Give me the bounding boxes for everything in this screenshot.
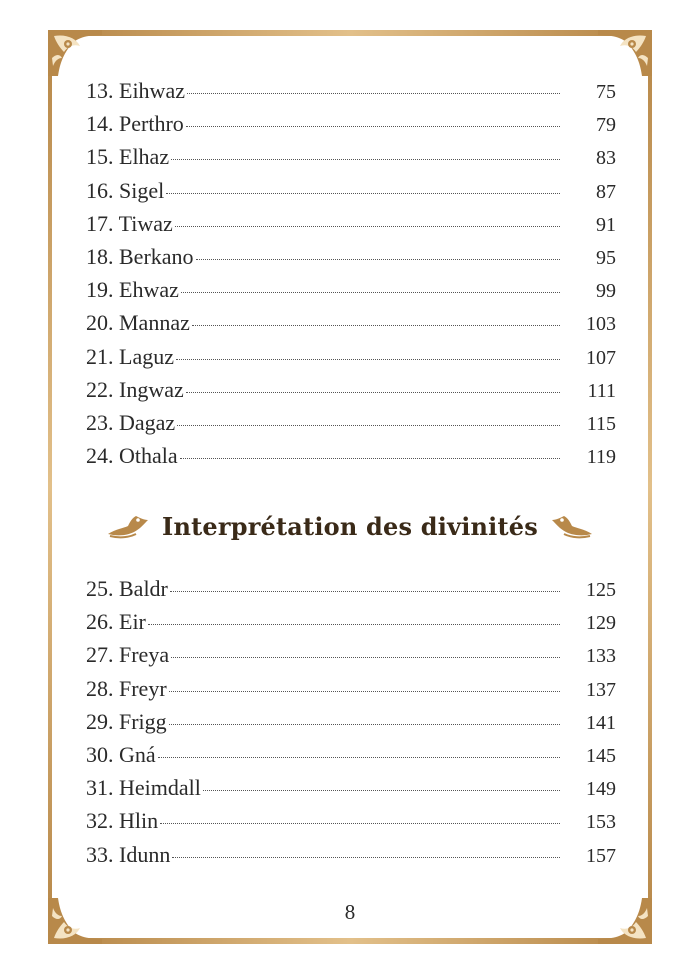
ornamental-corner-icon	[596, 28, 654, 78]
toc-entry-title: 16. Sigel	[86, 177, 165, 203]
toc-entry[interactable]	[86, 207, 616, 240]
frame-top-border	[74, 30, 626, 36]
dot-leader	[148, 624, 560, 625]
dot-leader	[181, 292, 560, 293]
toc-entry-title: 24. Othala	[86, 443, 178, 469]
toc-entry-page: 103	[586, 313, 616, 336]
frame-bottom-border	[74, 938, 626, 944]
toc-entry-page: 95	[596, 246, 616, 269]
toc-entry[interactable]	[86, 605, 616, 638]
toc-entry-title: 31. Heimdall	[86, 775, 201, 801]
toc-entry-title: 26. Eir	[86, 609, 146, 635]
dragon-head-ornament-icon	[550, 512, 594, 540]
toc-entry[interactable]	[86, 273, 616, 306]
toc-entry[interactable]	[86, 638, 616, 671]
toc-entry[interactable]	[86, 240, 616, 273]
toc-entry-page: 79	[596, 114, 616, 137]
toc-entry[interactable]	[86, 804, 616, 837]
toc-entry-page: 115	[586, 412, 616, 435]
toc-list-divinities	[86, 572, 616, 871]
toc-entry-page: 145	[586, 744, 616, 767]
dot-leader	[171, 159, 560, 160]
dot-leader	[203, 790, 560, 791]
dot-leader	[176, 359, 560, 360]
toc-entry[interactable]	[86, 838, 616, 871]
toc-entry-title: 22. Ingwaz	[86, 376, 184, 402]
toc-entry-title: 17. Tiwaz	[86, 210, 173, 236]
toc-entry[interactable]	[86, 738, 616, 771]
toc-entry-page: 141	[586, 711, 616, 734]
dot-leader	[186, 126, 560, 127]
toc-entry-page: 99	[596, 280, 616, 303]
dot-leader	[196, 259, 560, 260]
dot-leader	[192, 325, 560, 326]
toc-entry-page: 129	[586, 612, 616, 635]
toc-entry-page: 75	[596, 81, 616, 103]
section-heading	[0, 504, 700, 548]
toc-entry-title: 25. Baldr	[86, 576, 168, 601]
frame-left-border	[48, 56, 52, 918]
toc-entry-page: 119	[586, 446, 616, 469]
dot-leader	[166, 193, 560, 194]
ornamental-corner-icon	[46, 28, 104, 78]
toc-list-runes	[86, 74, 616, 472]
toc-entry-page: 107	[586, 346, 616, 369]
toc-entry-page: 91	[596, 213, 616, 236]
toc-entry-title: 33. Idunn	[86, 841, 171, 867]
toc-entry-title: 27. Freya	[86, 642, 170, 668]
toc-entry-page: 157	[586, 844, 616, 867]
toc-entry-title: 21. Laguz	[86, 343, 174, 369]
toc-entry-title: 13. Eihwaz	[86, 78, 185, 103]
dot-leader	[172, 857, 560, 858]
toc-entry[interactable]	[86, 306, 616, 339]
dot-leader	[187, 93, 560, 94]
dot-leader	[169, 691, 560, 692]
toc-entry-title: 28. Freyr	[86, 675, 167, 701]
toc-entry-title: 18. Berkano	[86, 243, 194, 269]
toc-entry[interactable]	[86, 771, 616, 804]
dot-leader	[175, 226, 560, 227]
toc-entry-page: 87	[596, 180, 616, 203]
toc-entry[interactable]	[86, 140, 616, 173]
dot-leader	[177, 425, 560, 426]
frame-right-border	[648, 56, 652, 918]
dot-leader	[158, 757, 560, 758]
toc-entry[interactable]	[86, 439, 616, 472]
toc-entry-title: 19. Ehwaz	[86, 277, 179, 303]
toc-entry[interactable]	[86, 572, 616, 605]
dot-leader	[171, 657, 560, 658]
toc-entry[interactable]	[86, 340, 616, 373]
toc-entry[interactable]	[86, 672, 616, 705]
toc-entry-page: 111	[587, 379, 616, 402]
dot-leader	[170, 591, 560, 592]
toc-entry-title: 14. Perthro	[86, 111, 184, 137]
toc-entry[interactable]	[86, 107, 616, 140]
toc-entry-page: 133	[586, 645, 616, 668]
toc-entry-title: 20. Mannaz	[86, 310, 190, 336]
toc-entry-page: 137	[586, 678, 616, 701]
dragon-head-ornament-icon	[106, 512, 150, 540]
dot-leader	[169, 724, 560, 725]
toc-entry-title: 32. Hlin	[86, 808, 159, 834]
dot-leader	[180, 458, 560, 459]
toc-entry[interactable]	[86, 705, 616, 738]
toc-entry-page: 149	[586, 778, 616, 801]
toc-entry[interactable]	[86, 373, 616, 406]
toc-entry[interactable]	[86, 406, 616, 439]
toc-entry[interactable]	[86, 174, 616, 207]
toc-entry[interactable]	[86, 74, 616, 107]
toc-entry-page: 83	[596, 147, 616, 170]
toc-entry-title: 29. Frigg	[86, 708, 167, 734]
section-heading-text: Interprétation des divinités	[162, 511, 538, 541]
dot-leader	[186, 392, 560, 393]
toc-entry-title: 15. Elhaz	[86, 144, 170, 170]
toc-entry-title: 23. Dagaz	[86, 409, 176, 435]
page-number: 8	[344, 900, 356, 924]
dot-leader	[160, 823, 560, 824]
toc-entry-title: 30. Gná	[86, 741, 156, 767]
toc-entry-page: 153	[586, 811, 616, 834]
toc-entry-page: 125	[586, 579, 616, 601]
